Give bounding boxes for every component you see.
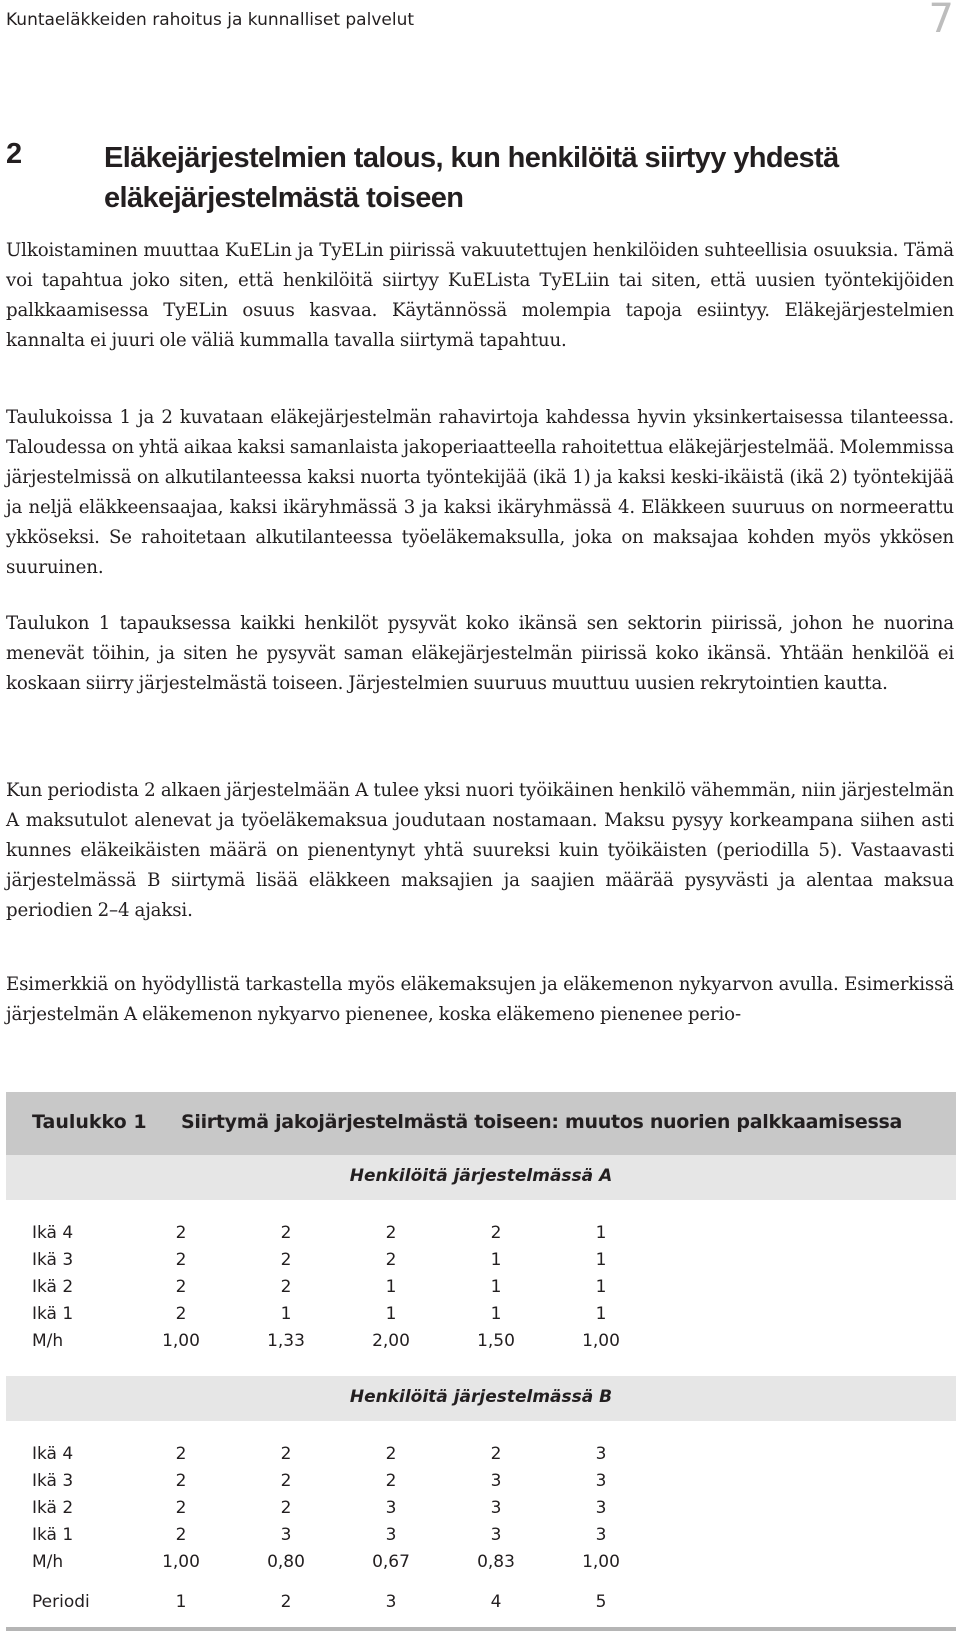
table-cell: 2 [280, 1498, 292, 1518]
table-cell: 1 [490, 1250, 502, 1270]
table-cell: 0,67 [372, 1552, 410, 1572]
row-label: Ikä 4 [32, 1444, 74, 1464]
table-header [6, 1092, 956, 1155]
group-b-heading: Henkilöitä järjestelmässä B [6, 1376, 956, 1421]
section-title [104, 138, 924, 218]
period-row [6, 1589, 956, 1616]
paragraph-5: Esimerkkiä on hyödyllistä tarkastella myös eläkemaksujen ja eläkemenon nykyarvon avulla. Esimerkissä järjestelmän A eläkemenon nykyarvo pienenee, koska eläkemeno pienenee perio- [6, 974, 954, 1025]
paragraph-3: Taulukon 1 tapauksessa kaikki henkilöt pysyvät koko ikänsä sen sektorin piirissä, johon he nuorina menevät töihin, ja siten he pysyvät saman eläkejärjestelmän piirissä koko ikänsä. Yhtään henkilöä ei koskaan siirry järjestelmästä toiseen. Järjestelmien suuruus muuttuu uusien rekrytointien kautta. [6, 613, 954, 694]
table-cell: 2 [175, 1304, 187, 1324]
section-title-line2: eläkejärjestelmästä toiseen [104, 182, 464, 214]
row-label: Periodi [32, 1592, 90, 1612]
row-label: Ikä 2 [32, 1498, 74, 1518]
table-cell: 1 [385, 1277, 397, 1297]
group-a-rows [6, 1220, 956, 1355]
row-label: Ikä 2 [32, 1277, 74, 1297]
table-cell: 3 [385, 1525, 397, 1545]
table-cell: 3 [490, 1498, 502, 1518]
table-cell: 3 [490, 1471, 502, 1491]
table-cell: 2 [175, 1525, 187, 1545]
table-cell: 3 [595, 1444, 607, 1464]
table-row [6, 1328, 956, 1355]
table-cell: 2 [175, 1444, 187, 1464]
table-cell: 1 [595, 1277, 607, 1297]
table-label: Taulukko 1 [32, 1111, 147, 1133]
row-label: Ikä 1 [32, 1304, 74, 1324]
table-cell: 1 [280, 1304, 292, 1324]
table-cell: 3 [595, 1498, 607, 1518]
table-row [6, 1468, 956, 1495]
table-cell: 2,00 [372, 1331, 410, 1351]
table-cell: 1 [385, 1304, 397, 1324]
row-label: M/h [32, 1552, 64, 1572]
table-cell: 1 [175, 1592, 187, 1612]
table-cell: 2 [385, 1471, 397, 1491]
table-row [6, 1247, 956, 1274]
table-cell: 3 [385, 1498, 397, 1518]
table-cell: 4 [490, 1592, 502, 1612]
table-row [6, 1549, 956, 1576]
table-row [6, 1220, 956, 1247]
table-cell: 2 [280, 1592, 292, 1612]
table-cell: 1,00 [162, 1552, 200, 1572]
group-b-rows [6, 1441, 956, 1576]
table-cell: 1,00 [162, 1331, 200, 1351]
data-table [6, 1092, 956, 1616]
table-cell: 2 [175, 1471, 187, 1491]
table-cell: 1,00 [582, 1331, 620, 1351]
table-cell: 1 [595, 1304, 607, 1324]
row-label: M/h [32, 1331, 64, 1351]
row-label: Ikä 4 [32, 1223, 74, 1243]
table-cell: 2 [385, 1223, 397, 1243]
table-cell: 2 [280, 1471, 292, 1491]
page-number: 7 [928, 0, 954, 42]
table-cell: 2 [175, 1223, 187, 1243]
table-row [6, 1301, 956, 1328]
row-label: Ikä 1 [32, 1525, 74, 1545]
paragraph-4: Kun periodista 2 alkaen järjestelmään A tulee yksi nuori työikäinen henkilö vähemmän, niin järjestelmän A maksutulot alenevat ja työeläkemaksua joudutaan nostamaan. Maksu pysyy korkeampana siihen asti kunnes eläkeikäisten määrä on pienentynyt yhtä suureksi kuin työikäisten (periodilla 5). Vastaavasti järjestelmässä B siirtymä lisää eläkkeen maksajien ja saajien määrää pysyvästi ja alentaa maksua periodien 2–4 ajaksi. [6, 780, 954, 921]
table-cell: 2 [385, 1250, 397, 1270]
running-header: Kuntaeläkkeiden rahoitus ja kunnalliset palvelut [6, 10, 415, 30]
section-number: 2 [6, 138, 22, 170]
table-cell: 1,33 [267, 1331, 305, 1351]
table-bottom-rule [6, 1627, 956, 1631]
table-cell: 2 [280, 1444, 292, 1464]
table-row [6, 1441, 956, 1468]
table-cell: 0,83 [477, 1552, 515, 1572]
section-title-line1: Eläkejärjestelmien talous, kun henkilöitä siirtyy yhdestä [104, 142, 839, 174]
table-cell: 2 [280, 1250, 292, 1270]
table-cell: 5 [595, 1592, 607, 1612]
table-cell: 2 [385, 1444, 397, 1464]
table-cell: 3 [490, 1525, 502, 1545]
table-cell: 3 [595, 1525, 607, 1545]
table-cell: 1,50 [477, 1331, 515, 1351]
table-cell: 3 [595, 1471, 607, 1491]
table-cell: 2 [490, 1444, 502, 1464]
table-cell: 1,00 [582, 1552, 620, 1572]
table-cell: 2 [280, 1277, 292, 1297]
table-cell: 2 [280, 1223, 292, 1243]
row-label: Ikä 3 [32, 1250, 74, 1270]
table-row [6, 1495, 956, 1522]
paragraph-2: Taulukoissa 1 ja 2 kuvataan eläkejärjestelmän rahavirtoja kahdessa hyvin yksinkertaisessa tilanteessa. Taloudessa on yhtä aikaa kaksi samanlaista jakoperiaatteella rahoitettua eläkejärjestelmää. Molemmissa järjestelmissä on alkutilanteessa kaksi nuorta työntekijää (ikä 1) ja kaksi keski-ikäistä (ikä 2) työntekijää ja neljä eläkkeensaajaa, kaksi ikäryhmässä 3 ja kaksi ikäryhmässä 4. Eläkkeen suuruus on normeerattu ykköseksi. Se rahoitetaan alkutilanteessa työeläkemaksulla, joka on maksajaa kohden myös ykkösen suuruinen. [6, 407, 954, 578]
row-label: Ikä 3 [32, 1471, 74, 1491]
table-cell: 2 [175, 1250, 187, 1270]
table-title: Siirtymä jakojärjestelmästä toiseen: muutos nuorien palkkaamisessa [181, 1111, 903, 1133]
table-cell: 1 [595, 1250, 607, 1270]
table-cell: 2 [490, 1223, 502, 1243]
table-cell: 2 [175, 1277, 187, 1297]
table-cell: 3 [385, 1592, 397, 1612]
table-row [6, 1522, 956, 1549]
table-row [6, 1274, 956, 1301]
table-cell: 1 [595, 1223, 607, 1243]
table-cell: 1 [490, 1277, 502, 1297]
table-cell: 0,80 [267, 1552, 305, 1572]
table-cell: 1 [490, 1304, 502, 1324]
period-rows [6, 1589, 956, 1616]
paragraph-1: Ulkoistaminen muuttaa KuELin ja TyELin piirissä vakuutettujen henkilöiden suhteellisia osuuksia. Tämä voi tapahtua joko siten, että henkilöitä siirtyy KuELista TyELiin tai siten, että uusien työntekijöiden palkkaamisessa TyELin osuus kasvaa. Käytännössä molempia tapoja esiintyy. Eläkejärjestelmien kannalta ei juuri ole väliä kummalla tavalla siirtymä tapahtuu. [6, 240, 954, 351]
group-a-heading: Henkilöitä järjestelmässä A [6, 1155, 956, 1200]
table-cell: 2 [175, 1498, 187, 1518]
table-cell: 3 [280, 1525, 292, 1545]
